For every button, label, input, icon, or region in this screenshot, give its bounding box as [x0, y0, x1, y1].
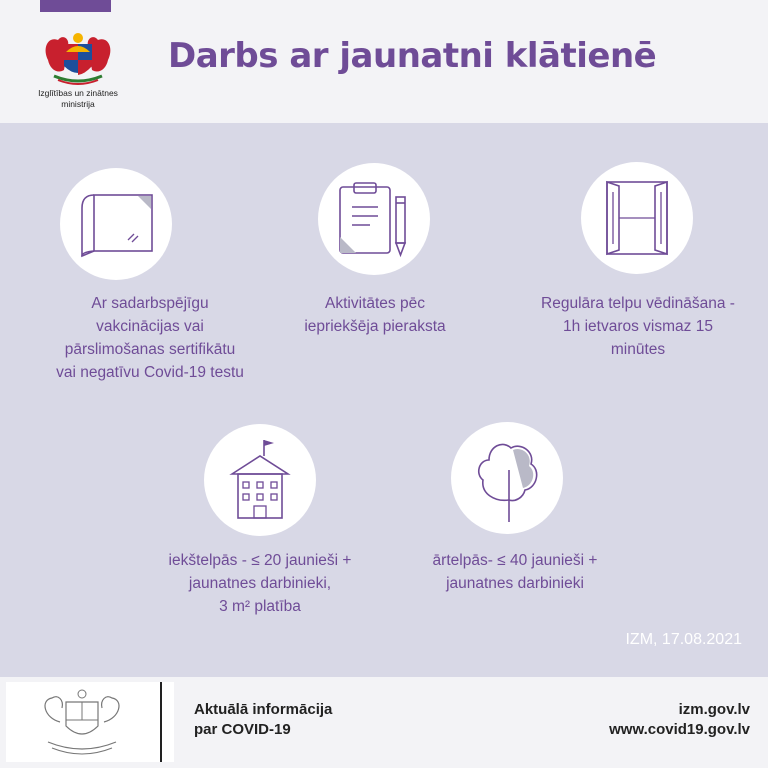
caption-line: ārtelpās- ≤ 40 jaunieši + — [432, 552, 598, 569]
certificate-icon — [60, 168, 172, 280]
caption-line: Ar sadarbspējīgu — [91, 295, 209, 312]
footer-divider — [160, 682, 162, 762]
covid-info-line-1: Aktuālā informācija — [194, 701, 333, 718]
caption-building — [140, 549, 380, 618]
coat-of-arms-icon — [40, 30, 116, 88]
building-icon — [204, 424, 316, 536]
caption-line: Regulāra telpu vēdināšana - — [541, 295, 735, 312]
caption-line: 1h ietvaros vismaz 15 — [563, 318, 713, 335]
certificate-circle — [60, 168, 172, 280]
covid-info — [194, 700, 332, 740]
caption-line: vakcinācijas vai — [96, 318, 204, 335]
clipboard-pen-icon — [318, 163, 430, 275]
footer-links — [609, 700, 750, 740]
caption-line: 3 m² platība — [219, 598, 301, 615]
caption-line: Aktivitātes pēc — [325, 295, 425, 312]
ministry-line-2: ministrija — [61, 99, 95, 109]
caption-window — [510, 292, 766, 361]
caption-line: vai negatīvu Covid-19 testu — [56, 364, 244, 381]
caption-certificate — [40, 292, 260, 384]
caption-line: jaunatnes darbinieki — [446, 575, 584, 592]
caption-clipboard — [280, 292, 470, 338]
covid-info-line-2: par COVID-19 — [194, 721, 291, 738]
coat-of-arms-outline-icon — [30, 686, 134, 758]
izm-link[interactable]: izm.gov.lv — [678, 701, 750, 718]
tree-icon — [451, 422, 563, 534]
covid19-link[interactable]: www.covid19.gov.lv — [609, 721, 750, 738]
caption-line: iepriekšēja pieraksta — [304, 318, 446, 335]
ministry-line-1: Izglītības un zinātnes — [38, 88, 118, 98]
ministry-name — [28, 88, 128, 110]
caption-tree — [400, 549, 630, 595]
date-label: IZM, 17.08.2021 — [625, 631, 742, 648]
building-circle — [204, 424, 316, 536]
top-accent-bar — [40, 0, 111, 12]
caption-line: iekštelpās - ≤ 20 jaunieši + — [168, 552, 352, 569]
tree-circle — [451, 422, 563, 534]
clipboard-circle — [318, 163, 430, 275]
caption-line: pārslimošanas sertifikātu — [64, 341, 236, 358]
caption-line: minūtes — [610, 341, 666, 358]
window-icon — [581, 162, 693, 274]
caption-line: jaunatnes darbinieki, — [188, 575, 332, 592]
page-title: Darbs ar jaunatni klātienē — [168, 36, 657, 76]
window-circle — [581, 162, 693, 274]
